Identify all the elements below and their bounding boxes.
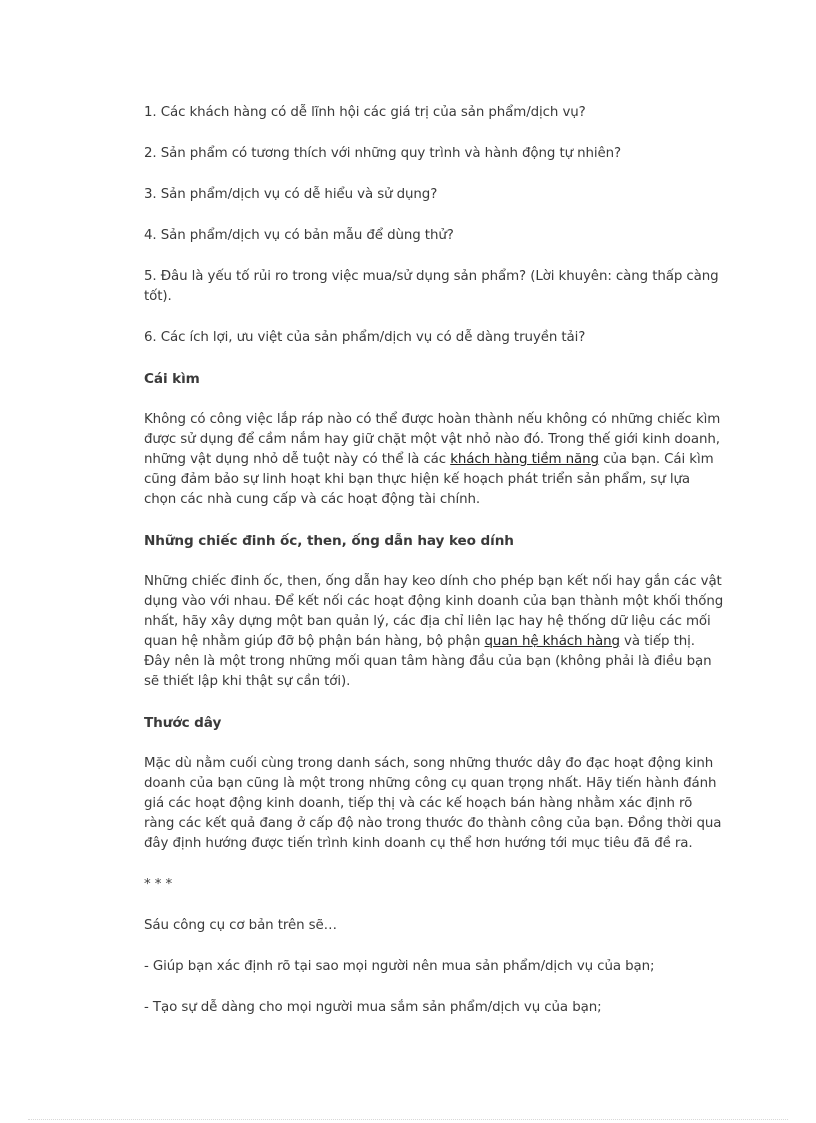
question-2: 2. Sản phẩm có tương thích với những quy trình và hành động tự nhiên?	[144, 146, 622, 161]
footer-divider	[28, 1119, 788, 1120]
khach-hang-tiem-nang-link[interactable]: khách hàng tiềm năng	[450, 452, 599, 467]
section-paragraph-kim	[144, 410, 724, 510]
question-3: 3. Sản phẩm/dịch vụ có dễ hiểu và sử dụng?	[144, 187, 438, 202]
document-body	[144, 103, 724, 1039]
summary-intro: Sáu công cụ cơ bản trên sẽ…	[144, 918, 337, 933]
quan-he-khach-hang-link[interactable]: quan hệ khách hàng	[484, 634, 620, 649]
paragraph-text: Những chiếc đinh ốc, then, ống dẫn hay keo dính cho phép bạn kết nối hay gắn các vật dụng vào với nhau. Để kết nối các hoạt động kinh doanh của bạn thành một khối thống nhất, hãy xây dựng một ban quản lý, các địa chỉ liên lạc hay hệ thống dữ liệu các mối quan hệ nhằm giúp đỡ bộ phận bán hàng, bộ phận	[144, 574, 724, 649]
question-5: 5. Đâu là yếu tố rủi ro trong việc mua/sử dụng sản phẩm? (Lời khuyên: càng thấp càng tốt).	[144, 269, 719, 304]
paragraph-text: và tiếp thị. Đây nên là một trong những mối quan tâm hàng đầu của bạn (không phải là điều bạn sẽ thiết lập khi thật sự cần tới).	[144, 634, 712, 689]
section-heading-kim: Cái kìm	[144, 371, 200, 387]
section-heading-oc: Những chiếc đinh ốc, then, ống dẫn hay keo dính	[144, 533, 514, 549]
summary-item-1: - Giúp bạn xác định rõ tại sao mọi người nên mua sản phẩm/dịch vụ của bạn;	[144, 959, 655, 974]
paragraph-text: Không có công việc lắp ráp nào có thể được hoàn thành nếu không có những chiếc kìm được sử dụng để cầm nắm hay giữ chặt một vật nhỏ nào đó. Trong thế giới kinh doanh, những vật dụng nhỏ dễ tuột này có thể là các	[144, 412, 721, 467]
separator: * * *	[144, 877, 173, 892]
paragraph-text: của bạn. Cái kìm cũng đảm bảo sự linh hoạt khi bạn thực hiện kế hoạch phát triển sản phẩm, sự lựa chọn các nhà cung cấp và các hoạt động tài chính.	[144, 452, 714, 507]
section-paragraph-oc	[144, 572, 724, 692]
question-6: 6. Các ích lợi, ưu việt của sản phẩm/dịch vụ có dễ dàng truyền tải?	[144, 330, 586, 345]
question-1: 1. Các khách hàng có dễ lĩnh hội các giá trị của sản phẩm/dịch vụ?	[144, 105, 586, 120]
section-heading-thuoc: Thước dây	[144, 715, 222, 731]
summary-item-2: - Tạo sự dễ dàng cho mọi người mua sắm sản phẩm/dịch vụ của bạn;	[144, 1000, 602, 1015]
section-paragraph-thuoc: Mặc dù nằm cuối cùng trong danh sách, song những thước dây đo đạc hoạt động kinh doanh của bạn cũng là một trong những công cụ quan trọng nhất. Hãy tiến hành đánh giá các hoạt động kinh doanh, tiếp thị và các kế hoạch bán hàng nhằm xác định rõ ràng các kết quả đang ở cấp độ nào trong thước đo thành công của bạn. Đồng thời qua đây định hướng được tiến trình kinh doanh cụ thể hơn hướng tới mục tiêu đã đề ra.	[144, 756, 722, 851]
question-4: 4. Sản phẩm/dịch vụ có bản mẫu để dùng thử?	[144, 228, 454, 243]
